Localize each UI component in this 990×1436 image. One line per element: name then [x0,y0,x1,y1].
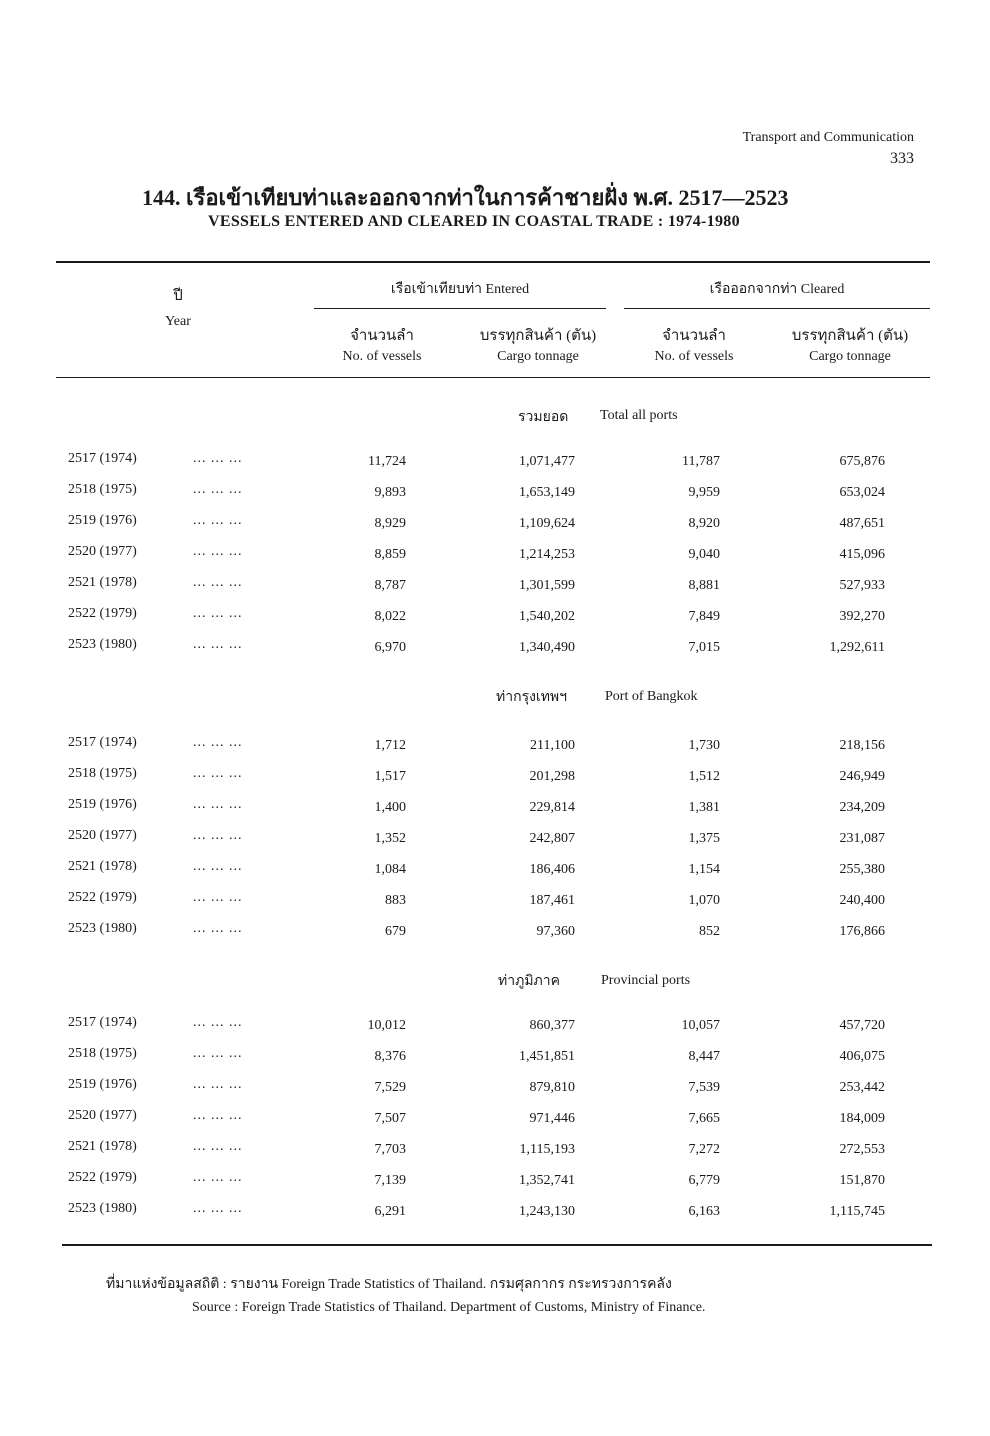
cleared-cargo-header-english: Cargo tonnage [809,349,891,364]
leader-dots: ... ... ... [193,1170,243,1185]
entered-cargo-cell: 1,214,253 [519,547,575,562]
section-heading-thai: ท่าภูมิภาค [498,974,561,989]
entered-vessels-cell: 8,859 [374,547,406,562]
entered-cargo-cell: 1,071,477 [519,454,575,469]
cleared-vessels-cell: 1,375 [688,831,720,846]
entered-cargo-cell: 187,461 [529,893,575,908]
entered-vessels-cell: 10,012 [367,1018,406,1033]
cleared-cargo-cell: 255,380 [839,862,885,877]
cleared-cargo-cell: 1,115,745 [829,1204,885,1219]
entered-vessels-cell: 1,400 [374,800,406,815]
entered-vessels-cell: 6,291 [374,1204,406,1219]
year-cell: 2523 (1980) [68,637,137,652]
table-title-thai [142,180,788,215]
cleared-vessels-cell: 7,272 [688,1142,720,1157]
leader-dots: ... ... ... [193,637,243,652]
cleared-vessels-cell: 852 [699,924,720,939]
year-cell: 2519 (1976) [68,797,137,812]
entered-vessels-cell: 8,022 [374,609,406,624]
year-cell: 2518 (1975) [68,766,137,781]
cleared-cargo-cell: 675,876 [839,454,885,469]
leader-dots: ... ... ... [193,1108,243,1123]
entered-vessels-cell: 1,084 [374,862,406,877]
year-cell: 2517 (1974) [68,735,137,750]
entered-cargo-cell: 229,814 [529,800,575,815]
entered-vessels-cell: 1,712 [374,738,406,753]
cleared-cargo-cell: 415,096 [839,547,885,562]
cleared-vessels-cell: 8,920 [688,516,720,531]
entered-vessels-cell: 7,529 [374,1080,406,1095]
section-heading-thai: รวมยอด [518,410,569,425]
entered-cargo-cell: 1,451,851 [519,1049,575,1064]
entered-vessels-header-english: No. of vessels [342,349,422,364]
entered-vessels-cell: 679 [385,924,406,939]
table-title-thai-text: เรือเข้าเทียบท่าและออกจากท่าในการค้าชายฝั่ง พ.ศ. 2517—2523 [186,185,789,210]
cleared-cargo-cell: 246,949 [839,769,885,784]
entered-cargo-cell: 1,653,149 [519,485,575,500]
cleared-vessels-cell: 1,070 [688,893,720,908]
bottom-rule [62,1244,932,1246]
year-cell: 2523 (1980) [68,1201,137,1216]
year-cell: 2518 (1975) [68,482,137,497]
entered-cargo-cell: 1,109,624 [519,516,575,531]
entered-vessels-cell: 1,517 [374,769,406,784]
cleared-cargo-cell: 151,870 [839,1173,885,1188]
entered-vessels-cell: 7,703 [374,1142,406,1157]
section-title: Transport and Communication [742,130,914,145]
year-cell: 2517 (1974) [68,1015,137,1030]
leader-dots: ... ... ... [193,921,243,936]
leader-dots: ... ... ... [193,513,243,528]
cleared-vessels-cell: 7,849 [688,609,720,624]
leader-dots: ... ... ... [193,1015,243,1030]
leader-dots: ... ... ... [193,482,243,497]
cleared-cargo-cell: 176,866 [839,924,885,939]
year-cell: 2520 (1977) [68,828,137,843]
section-heading-thai: ท่ากรุงเทพฯ [496,690,568,705]
leader-dots: ... ... ... [193,606,243,621]
page-number: 333 [890,150,914,167]
entered-cargo-cell: 879,810 [529,1080,575,1095]
entered-group-header: เรือเข้าเทียบท่า Entered [390,282,530,297]
leader-dots: ... ... ... [193,890,243,905]
cleared-vessels-cell: 8,881 [688,578,720,593]
section-heading-english: Port of Bangkok [605,689,698,704]
entered-vessels-cell: 8,376 [374,1049,406,1064]
entered-cargo-cell: 211,100 [530,738,575,753]
cleared-vessels-cell: 6,163 [688,1204,720,1219]
year-cell: 2518 (1975) [68,1046,137,1061]
entered-underline [314,308,606,309]
cleared-vessels-cell: 7,015 [688,640,720,655]
leader-dots: ... ... ... [193,1077,243,1092]
leader-dots: ... ... ... [193,735,243,750]
cleared-cargo-cell: 1,292,611 [829,640,885,655]
cleared-vessels-cell: 1,381 [688,800,720,815]
cleared-cargo-cell: 527,933 [839,578,885,593]
source-note-thai: ที่มาแห่งข้อมูลสถิติ : รายงาน Foreign Trade Statistics of Thailand. กรมศุลกากร กระทรวงการคลัง [106,1277,672,1292]
year-cell: 2519 (1976) [68,513,137,528]
entered-vessels-cell: 7,507 [374,1111,406,1126]
cleared-vessels-cell: 9,959 [688,485,720,500]
entered-cargo-cell: 242,807 [529,831,575,846]
cleared-vessels-cell: 7,665 [688,1111,720,1126]
entered-vessels-cell: 8,929 [374,516,406,531]
leader-dots: ... ... ... [193,575,243,590]
section-heading-english: Total all ports [600,408,678,423]
entered-vessels-cell: 7,139 [374,1173,406,1188]
entered-cargo-cell: 1,243,130 [519,1204,575,1219]
entered-cargo-cell: 1,301,599 [519,578,575,593]
cleared-cargo-cell: 218,156 [839,738,885,753]
cleared-group-header: เรือออกจากท่า Cleared [709,282,845,297]
year-cell: 2522 (1979) [68,606,137,621]
cleared-vessels-cell: 1,154 [688,862,720,877]
cleared-cargo-cell: 240,400 [839,893,885,908]
year-cell: 2519 (1976) [68,1077,137,1092]
year-header-english: Year [165,314,191,329]
leader-dots: ... ... ... [193,828,243,843]
year-cell: 2521 (1978) [68,859,137,874]
table-title-english: VESSELS ENTERED AND CLEARED IN COASTAL TRADE : 1974-1980 [208,213,740,230]
year-cell: 2522 (1979) [68,890,137,905]
cleared-underline [624,308,930,309]
cleared-vessels-header-thai: จำนวนลำ [662,328,726,344]
leader-dots: ... ... ... [193,451,243,466]
year-cell: 2522 (1979) [68,1170,137,1185]
entered-cargo-cell: 1,115,193 [519,1142,575,1157]
year-cell: 2520 (1977) [68,544,137,559]
cleared-cargo-cell: 406,075 [839,1049,885,1064]
cleared-cargo-cell: 653,024 [839,485,885,500]
entered-vessels-cell: 1,352 [374,831,406,846]
leader-dots: ... ... ... [193,1139,243,1154]
year-cell: 2521 (1978) [68,1139,137,1154]
entered-cargo-cell: 97,360 [536,924,575,939]
cleared-cargo-cell: 231,087 [839,831,885,846]
cleared-vessels-cell: 1,512 [688,769,720,784]
entered-cargo-header-thai: บรรทุกสินค้า (ตัน) [479,328,597,344]
cleared-vessels-cell: 7,539 [688,1080,720,1095]
leader-dots: ... ... ... [193,544,243,559]
source-note-english: Source : Foreign Trade Statistics of Thailand. Department of Customs, Ministry of Finance. [192,1300,706,1315]
cleared-vessels-header-english: No. of vessels [654,349,734,364]
year-cell: 2520 (1977) [68,1108,137,1123]
entered-vessels-cell: 11,724 [368,454,406,469]
cleared-vessels-cell: 8,447 [688,1049,720,1064]
entered-cargo-cell: 1,352,741 [519,1173,575,1188]
cleared-cargo-cell: 392,270 [839,609,885,624]
cleared-cargo-cell: 272,553 [839,1142,885,1157]
entered-cargo-cell: 1,540,202 [519,609,575,624]
entered-cargo-cell: 201,298 [529,769,575,784]
entered-vessels-header-thai: จำนวนลำ [350,328,414,344]
cleared-cargo-cell: 253,442 [839,1080,885,1095]
entered-cargo-cell: 1,340,490 [519,640,575,655]
entered-vessels-cell: 883 [385,893,406,908]
cleared-vessels-cell: 1,730 [688,738,720,753]
year-cell: 2521 (1978) [68,575,137,590]
entered-cargo-cell: 860,377 [529,1018,575,1033]
cleared-vessels-cell: 6,779 [688,1173,720,1188]
entered-cargo-cell: 971,446 [529,1111,575,1126]
year-cell: 2523 (1980) [68,921,137,936]
cleared-vessels-cell: 11,787 [682,454,720,469]
leader-dots: ... ... ... [193,1046,243,1061]
cleared-vessels-cell: 10,057 [681,1018,720,1033]
entered-cargo-cell: 186,406 [529,862,575,877]
entered-vessels-cell: 8,787 [374,578,406,593]
table-number: 144. [142,185,181,210]
cleared-cargo-cell: 234,209 [839,800,885,815]
cleared-cargo-cell: 184,009 [839,1111,885,1126]
cleared-vessels-cell: 9,040 [688,547,720,562]
header-bottom-rule [56,377,930,378]
leader-dots: ... ... ... [193,766,243,781]
entered-cargo-header-english: Cargo tonnage [497,349,579,364]
cleared-cargo-cell: 457,720 [839,1018,885,1033]
section-heading-english: Provincial ports [601,973,691,988]
top-rule [56,261,930,263]
year-cell: 2517 (1974) [68,451,137,466]
entered-vessels-cell: 9,893 [374,485,406,500]
cleared-cargo-header-thai: บรรทุกสินค้า (ตัน) [791,328,909,344]
cleared-cargo-cell: 487,651 [839,516,885,531]
leader-dots: ... ... ... [193,797,243,812]
entered-vessels-cell: 6,970 [374,640,406,655]
leader-dots: ... ... ... [193,1201,243,1216]
year-header-thai: ปี [173,288,183,304]
leader-dots: ... ... ... [193,859,243,874]
